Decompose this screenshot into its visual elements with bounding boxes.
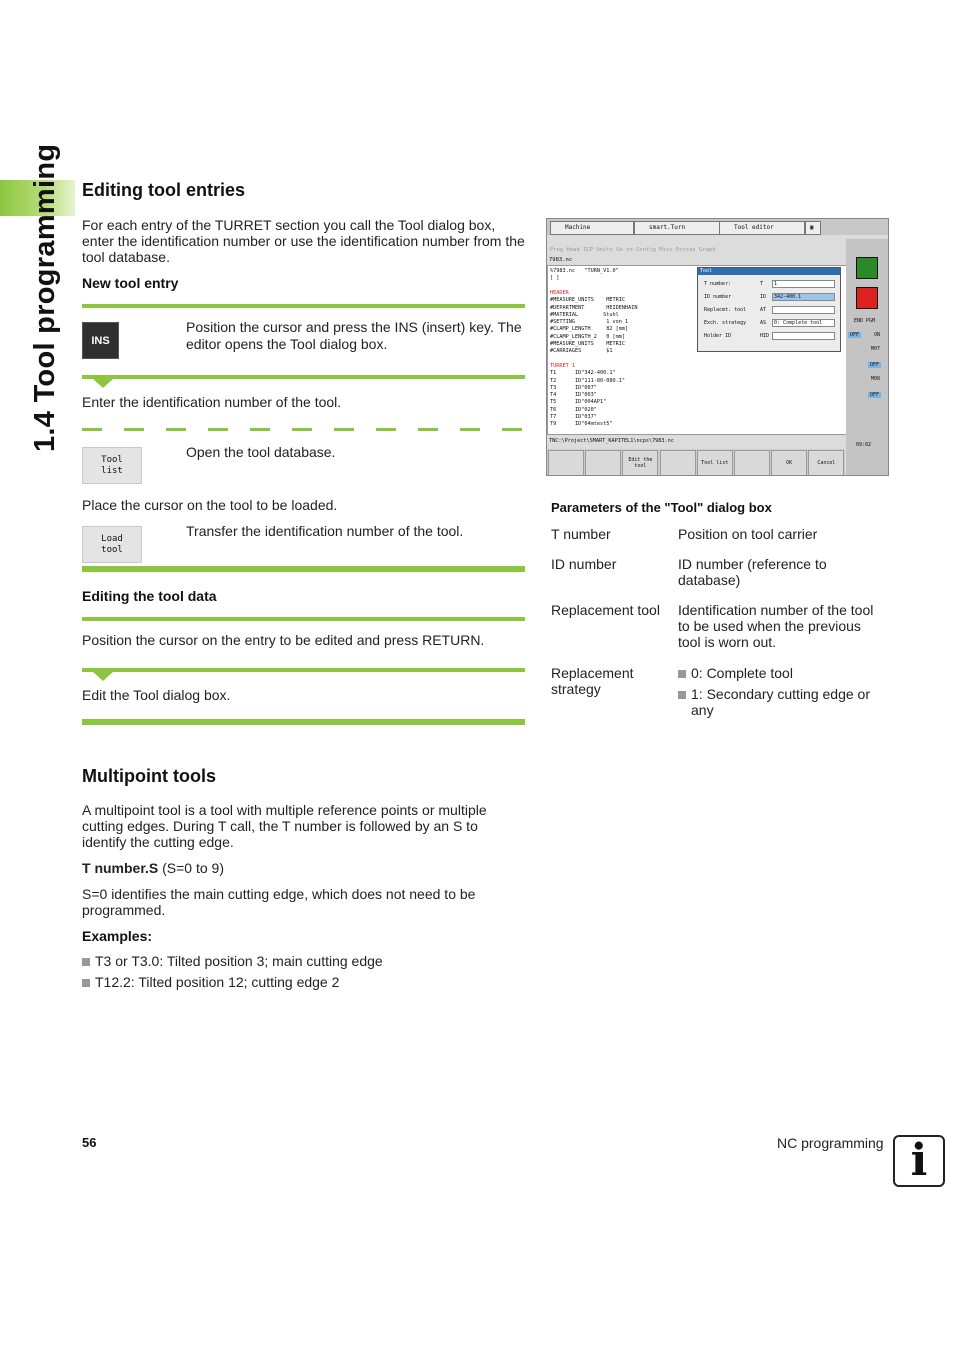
nc-line: T5 ID"004AP1" xyxy=(550,399,607,406)
nc-line: T1 ID"342-400.1" xyxy=(550,370,616,377)
ins-key: INS xyxy=(82,322,119,359)
dialog-field-input[interactable]: 0: Complete tool xyxy=(772,319,835,327)
softkey[interactable] xyxy=(734,450,770,476)
nc-line: #MEASURE_UNITS METRIC xyxy=(550,341,625,347)
m07-label: M07 xyxy=(871,346,881,352)
dialog-field-code: ID xyxy=(760,294,767,300)
m07-off: OFF xyxy=(870,362,880,368)
dialog-field-code: HID xyxy=(760,333,770,339)
tab-smart-turn: smart.Turn xyxy=(634,221,720,235)
nc-line: #CLAMP_LENGTH 82 [mm] xyxy=(550,326,629,333)
section-heading: Multipoint tools xyxy=(82,766,216,786)
tab-machine: Machine xyxy=(550,221,634,235)
softkey[interactable]: Cancel xyxy=(808,450,844,476)
softkey[interactable]: Edit the tool xyxy=(622,450,658,476)
nc-line: #CARRIAGES $1 xyxy=(550,348,613,355)
list-item: T3 or T3.0: Tilted position 3; main cutting edge xyxy=(82,953,383,969)
nc-line: T9 ID"04mtest5" xyxy=(550,421,613,428)
nc-line: %7983.nc "TURN_V1.0" xyxy=(550,268,619,274)
nc-line: #MEASURE_UNITS METRIC xyxy=(550,297,625,304)
dialog-field-label: T number: xyxy=(704,281,732,287)
dialog-field-label: ID number xyxy=(704,294,732,300)
step-end-bar xyxy=(82,719,525,725)
nc-line: #CLAMP_LENGTH_2 0 [mm] xyxy=(550,333,625,340)
param-desc: Identification number of the tool to be used when the previous tool is worn out. xyxy=(678,602,874,650)
dialog-title: Tool xyxy=(698,268,840,275)
softkey[interactable]: OK xyxy=(771,450,807,476)
nc-line: #MATERIAL Stuhl xyxy=(550,311,619,318)
section-intro: For each entry of the TURRET section you call the Tool dialog box, enter the identification number or use the identification number from the tool database. xyxy=(82,217,525,265)
step-divider xyxy=(82,668,525,672)
softkey[interactable] xyxy=(660,450,696,476)
section-heading: Editing tool entries xyxy=(82,180,246,200)
step-divider xyxy=(82,375,525,379)
tab-tool-editor: Tool editor xyxy=(719,221,805,235)
step-text: Position the cursor on the entry to be edited and press RETURN. xyxy=(82,632,485,648)
tool-list-key: Tool list xyxy=(82,447,142,484)
end-pgm-label: END PGM xyxy=(854,318,876,324)
m08-label: M08 xyxy=(871,376,881,382)
nc-line: T6 ID"020" xyxy=(550,406,597,413)
dialog-field-input[interactable]: 1 xyxy=(772,280,835,288)
dialog-field-label: Holder ID xyxy=(704,333,732,339)
step-text: Place the cursor on the tool to be loaded. xyxy=(82,497,338,513)
chapter-title: 1.4 Tool programming xyxy=(29,143,61,452)
list-item: T12.2: Tilted position 12; cutting edge 2 xyxy=(82,974,339,990)
nc-line: TURRET 1 xyxy=(550,362,575,369)
param-name: ID number xyxy=(551,556,617,572)
off-label: OFF xyxy=(850,332,860,338)
dialog-field-code: AS xyxy=(760,320,767,326)
page-number: 56 xyxy=(82,1135,97,1150)
file-name: 7983.nc xyxy=(549,257,573,263)
step-end-bar xyxy=(82,566,525,572)
s0-note: S=0 identifies the main cutting edge, which does not need to be programmed. xyxy=(82,886,476,918)
step-text: Open the tool database. xyxy=(186,444,336,460)
param-name: Replacement tool xyxy=(551,602,660,618)
alternative-divider xyxy=(82,428,525,431)
nc-line: T2 ID"111-80-080.1" xyxy=(550,377,625,384)
on-label: ON xyxy=(874,332,881,338)
tool-dialog xyxy=(697,267,841,352)
edit-label: Editing the tool data xyxy=(82,588,217,604)
save-icon: ▣ xyxy=(805,221,821,235)
dialog-field-code: AT xyxy=(760,307,767,313)
param-name: Replacement strategy xyxy=(551,665,634,697)
softkey[interactable]: Tool list xyxy=(697,450,733,476)
dialog-field-code: T xyxy=(760,281,764,287)
cycle-start-icon xyxy=(856,257,878,279)
file-path: TNC:\Project\SMART_KAPITEL1\ncps\7983.nc xyxy=(549,438,674,444)
step-divider xyxy=(82,304,525,308)
cycle-stop-icon xyxy=(856,287,878,309)
section-intro: A multipoint tool is a tool with multiple reference points or multiple cutting edges. During T call, the T number is followed by an S to identify the cutting edge. xyxy=(82,802,487,850)
param-desc: Position on tool carrier xyxy=(678,526,818,542)
list-item: 1: Secondary cutting edge or any xyxy=(678,686,883,718)
softkey[interactable] xyxy=(548,450,584,476)
dialog-field-input[interactable] xyxy=(772,332,835,340)
param-desc: ID number (reference to database) xyxy=(678,556,827,588)
vertical-softkeys xyxy=(846,239,888,475)
list-item: 0: Complete tool xyxy=(678,665,883,681)
dialog-field-label: Exch. strategy xyxy=(704,320,747,326)
softkey-bar xyxy=(547,449,845,475)
step-arrow xyxy=(92,671,114,681)
step-text: Enter the identification number of the tool. xyxy=(82,394,342,410)
nc-line: T4 ID"003" xyxy=(550,392,597,399)
new-entry-label: New tool entry xyxy=(82,275,179,291)
load-tool-key: Load tool xyxy=(82,526,142,563)
clock-label: 09:02 xyxy=(856,442,872,448)
control-screenshot xyxy=(546,218,889,476)
softkey[interactable] xyxy=(585,450,621,476)
nc-line: T7 ID"037" xyxy=(550,414,597,420)
nc-line: #SETTING 1 von 1 xyxy=(550,319,629,326)
nc-line: #DEPARTMENT HEIDENHAIN xyxy=(550,304,638,311)
nc-line: HEADER xyxy=(550,289,569,296)
m08-off: OFF xyxy=(870,392,880,398)
step-divider xyxy=(82,617,525,621)
dialog-field-input[interactable] xyxy=(772,306,835,314)
dialog-field-input[interactable]: 342-400.1 xyxy=(772,293,835,301)
menu-bar: Prog Head ICP Units Go to Config Misc Extras Graph xyxy=(550,247,716,253)
param-name: T number xyxy=(551,526,611,542)
step-text: Transfer the identification number of the tool. xyxy=(186,523,464,539)
nc-line: T3 ID"007" xyxy=(550,384,597,391)
tnumber-syntax: T number.S (S=0 to 9) xyxy=(82,860,224,876)
examples-label: Examples: xyxy=(82,928,153,944)
params-title: Parameters of the "Tool" dialog box xyxy=(551,500,772,515)
step-text: Edit the Tool dialog box. xyxy=(82,687,231,703)
step-arrow xyxy=(92,378,114,388)
step-text: Position the cursor and press the INS (insert) key. The editor opens the Tool dialog box. xyxy=(186,319,522,352)
running-footer: NC programming xyxy=(777,1135,884,1151)
nc-line: [ ] xyxy=(550,275,560,282)
dialog-field-label: Replacmt. tool xyxy=(704,307,747,313)
info-icon: i xyxy=(893,1135,945,1187)
